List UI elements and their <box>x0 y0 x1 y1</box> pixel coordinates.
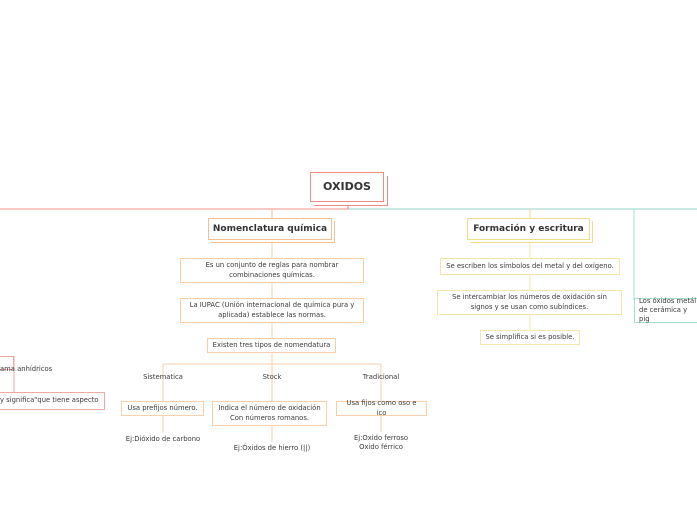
left-partial-item1[interactable]: ama anhídricos <box>0 365 53 373</box>
types-intro-node[interactable]: Existen tres tipos de nomendatura <box>207 338 336 353</box>
sistematica-rule-node[interactable]: Usa prefijos número. <box>121 401 204 416</box>
right-partial-node[interactable]: Los óxidos metál de cerámica y pig <box>634 298 697 323</box>
stock-example[interactable]: Ej:Óxidos de hierro (||) <box>233 444 311 452</box>
definition-node[interactable]: Es un conjunto de reglas para nombrar combinaciones químicas. <box>180 258 364 283</box>
sistematica-example[interactable]: Ej:Dióxido de carbono <box>125 435 201 443</box>
root-node[interactable]: OXIDOS <box>310 172 384 202</box>
nomenclatura-node[interactable]: Nomenclatura química <box>208 218 332 240</box>
formacion-step2-node[interactable]: Se intercambiar los números de oxidación sin signos y se usan como subíndices. <box>437 290 622 315</box>
formacion-step1-node[interactable]: Se escriben los símbolos del metal y del oxígeno. <box>440 258 620 275</box>
tradicional-example[interactable] <box>341 434 421 452</box>
tradicional-label[interactable]: Tradicional <box>362 373 400 381</box>
sistematica-label[interactable]: Sistematica <box>143 373 183 381</box>
iupac-node[interactable]: La IUPAC (Unión internacional de química pura y aplicada) establece las normas. <box>180 298 364 323</box>
tradicional-rule-node[interactable]: Usa fijos como oso e ico <box>336 401 427 416</box>
stock-rule-node[interactable]: Indica el número de oxidación Con números romanos. <box>212 401 327 426</box>
left-partial-item2[interactable]: y significa"que tiene aspecto <box>0 392 105 410</box>
formacion-node[interactable]: Formación y escritura <box>467 218 590 240</box>
stock-label[interactable]: Stock <box>262 373 282 381</box>
formacion-step3-node[interactable]: Se simplifica si es posible. <box>480 330 580 345</box>
tradicional-example-line1: Ej:Oxido ferroso <box>353 434 409 442</box>
tradicional-example-line2: Oxido férrico <box>359 443 403 452</box>
